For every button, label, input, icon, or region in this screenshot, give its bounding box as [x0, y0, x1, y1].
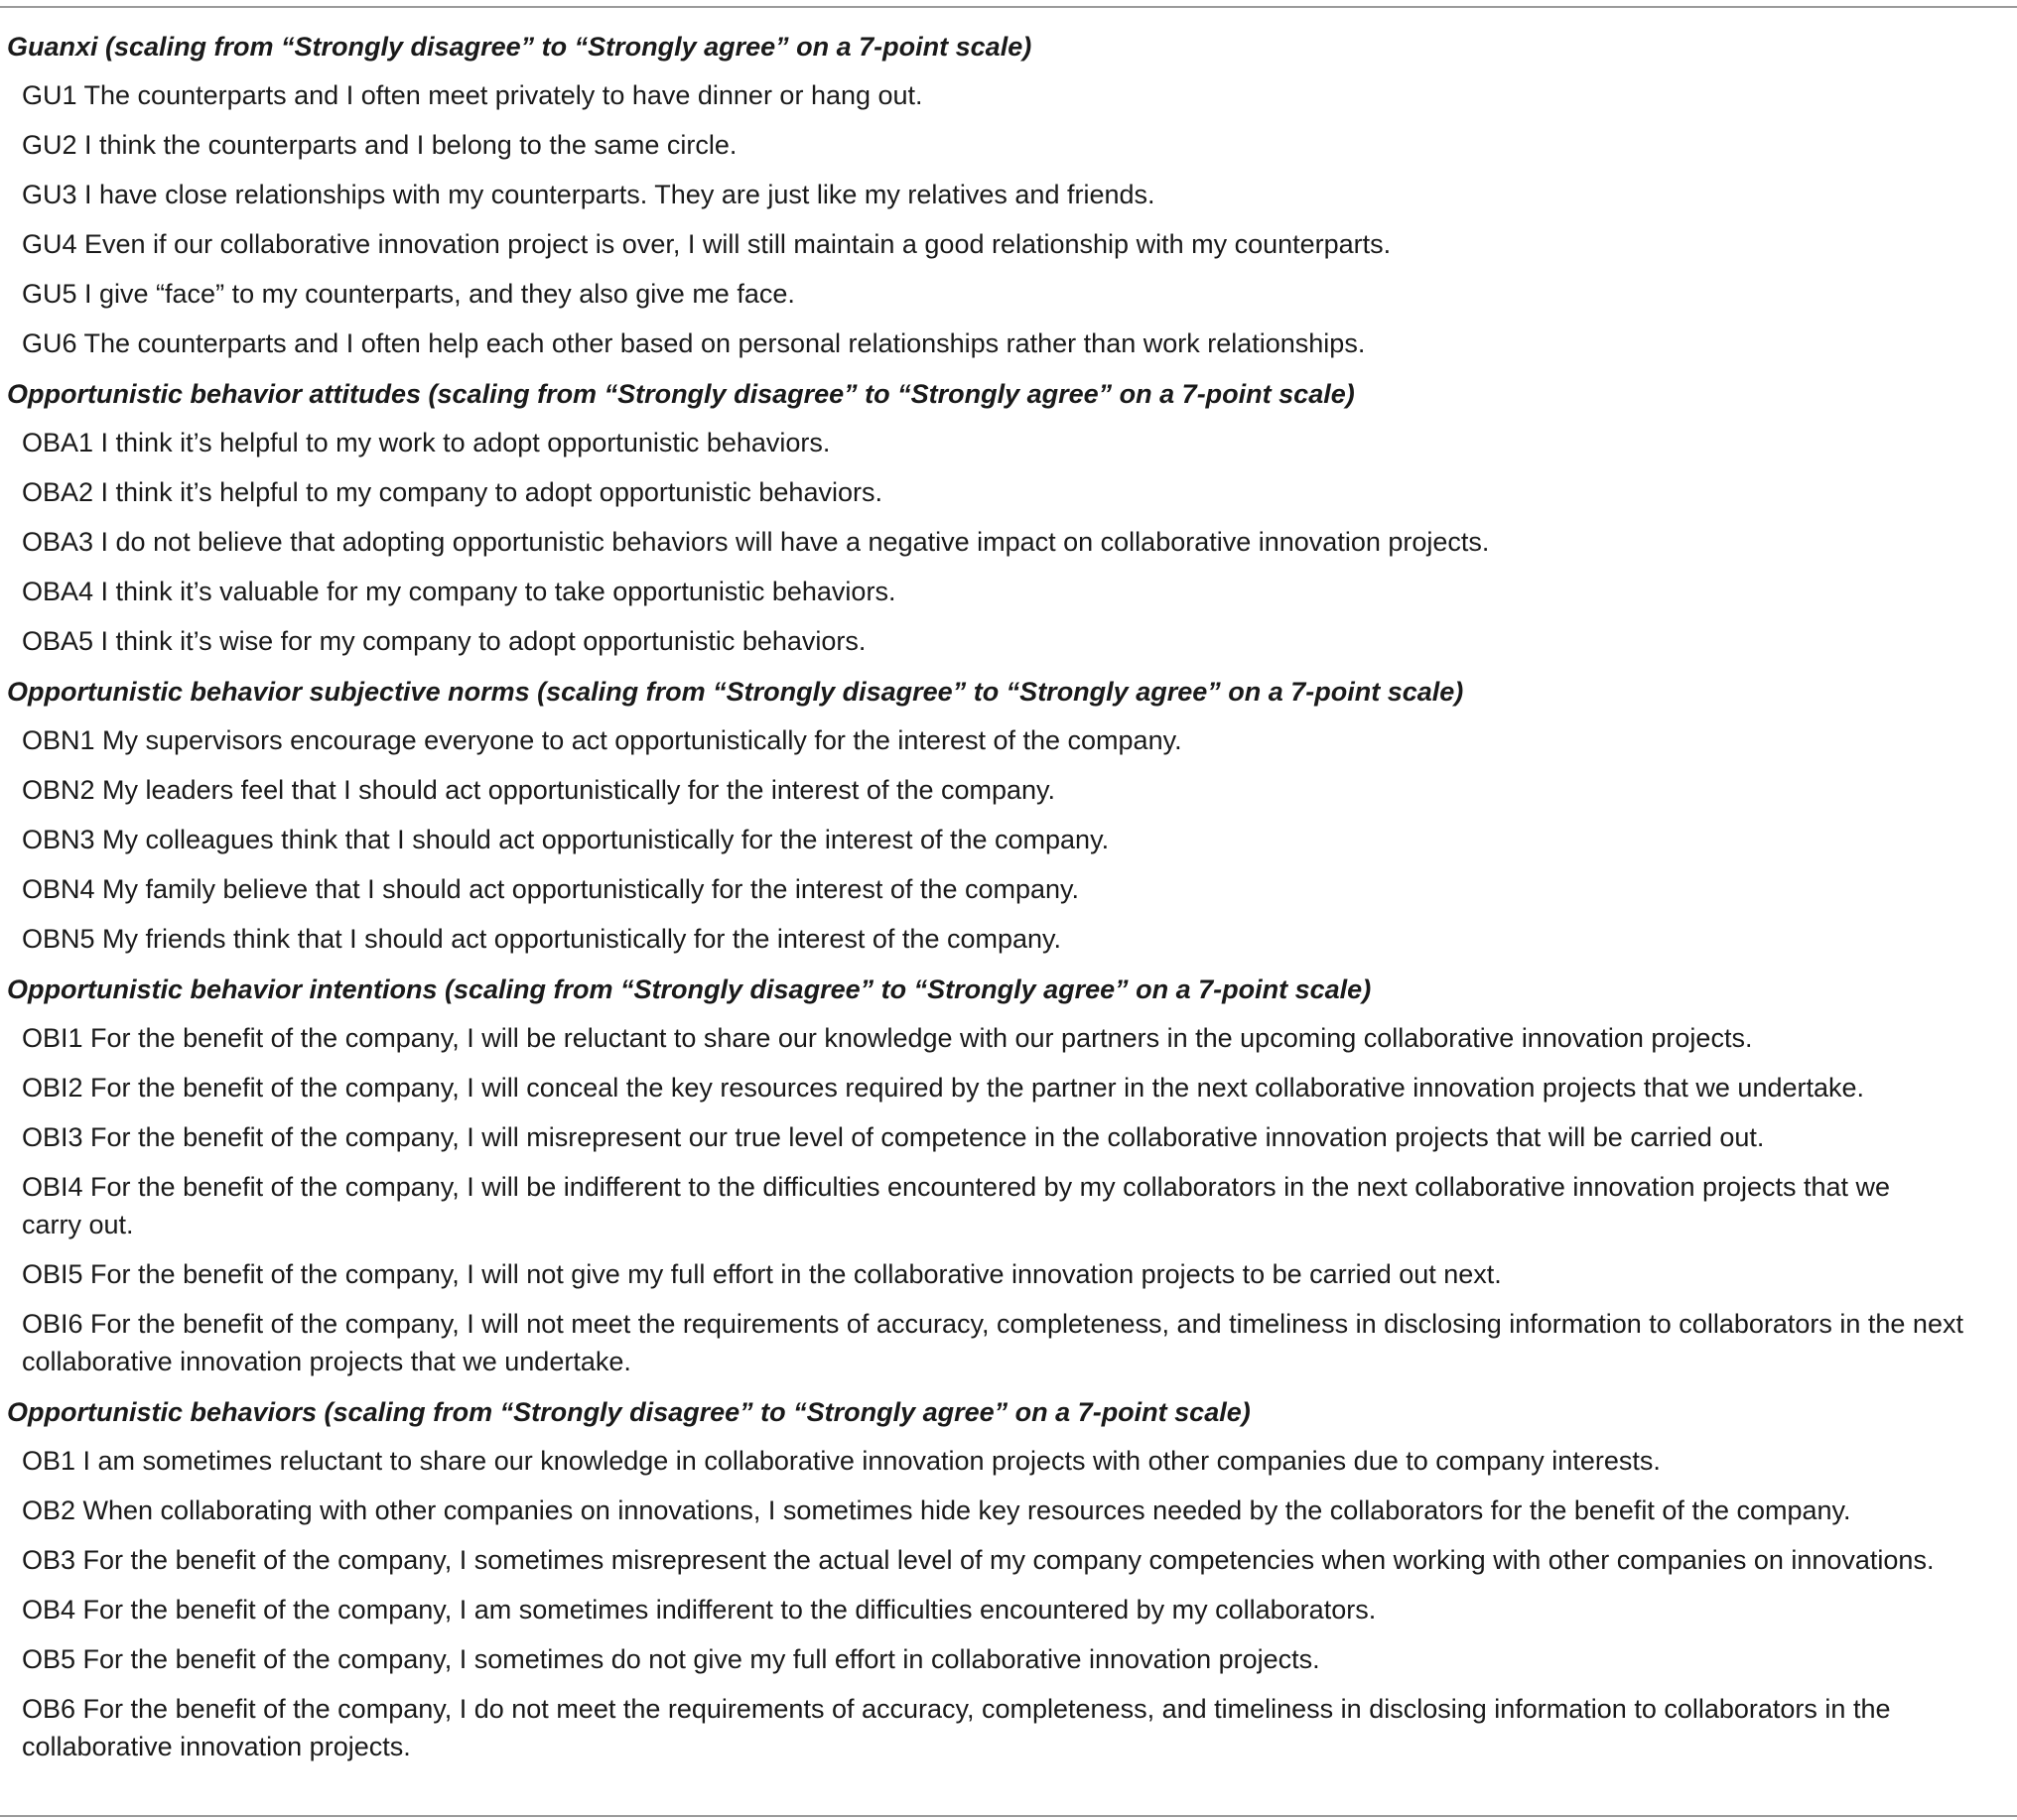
- section-header-guanxi: Guanxi (scaling from “Strongly disagree” to “Strongly agree” on a 7-point scale): [7, 32, 1032, 62]
- item-gu4: GU4 Even if our collaborative innovation project is over, I will still maintain a good relationship with my counterparts.: [22, 229, 1392, 259]
- item-oba3: OBA3 I do not believe that adopting opportunistic behaviors will have a negative impact on collaborative innovation projects.: [22, 527, 1490, 557]
- item-obn1: OBN1 My supervisors encourage everyone to act opportunistically for the interest of the company.: [22, 725, 1182, 755]
- item-obi2: OBI2 For the benefit of the company, I will conceal the key resources required by the partner in the next collaborative innovation projects that we undertake.: [22, 1073, 1865, 1103]
- item-obn4: OBN4 My family believe that I should act opportunistically for the interest of the company.: [22, 874, 1080, 904]
- item-obi3: OBI3 For the benefit of the company, I will misrepresent our true level of competence in the collaborative innovation projects that will be carried out.: [22, 1122, 1765, 1152]
- item-obi1: OBI1 For the benefit of the company, I will be reluctant to share our knowledge with our partners in the upcoming collaborative innovation projects.: [22, 1023, 1753, 1053]
- section-header-attitudes: Opportunistic behavior attitudes (scaling from “Strongly disagree” to “Strongly agree” on a 7-point scale): [7, 379, 1355, 409]
- section-header-behaviors: Opportunistic behaviors (scaling from “Strongly disagree” to “Strongly agree” on a 7-point scale): [7, 1397, 1251, 1427]
- item-gu5: GU5 I give “face” to my counterparts, and they also give me face.: [22, 279, 795, 309]
- item-gu1: GU1 The counterparts and I often meet privately to have dinner or hang out.: [22, 80, 923, 110]
- item-obi6: OBI6 For the benefit of the company, I will not meet the requirements of accuracy, completeness, and timeliness in disclosing information to collaborators in the next collaborative innovation projects that we undertake.: [22, 1309, 1963, 1376]
- item-ob1: OB1 I am sometimes reluctant to share our knowledge in collaborative innovation projects with other companies due to company interests.: [22, 1446, 1661, 1476]
- item-obi4: OBI4 For the benefit of the company, I will be indifferent to the difficulties encountered by my collaborators in the next collaborative innovation projects that we carry out.: [22, 1172, 1891, 1239]
- item-ob6: OB6 For the benefit of the company, I do not meet the requirements of accuracy, completeness, and timeliness in disclosing information to collaborators in the collaborative innovation projects.: [22, 1694, 1891, 1761]
- item-oba4: OBA4 I think it’s valuable for my company to take opportunistic behaviors.: [22, 577, 896, 606]
- item-ob5: OB5 For the benefit of the company, I sometimes do not give my full effort in collaborative innovation projects.: [22, 1644, 1320, 1674]
- item-obn3: OBN3 My colleagues think that I should act opportunistically for the interest of the company.: [22, 825, 1110, 854]
- item-obn5: OBN5 My friends think that I should act opportunistically for the interest of the company.: [22, 924, 1062, 954]
- section-header-intentions: Opportunistic behavior intentions (scaling from “Strongly disagree” to “Strongly agree” on a 7-point scale): [7, 975, 1372, 1004]
- item-ob4: OB4 For the benefit of the company, I am sometimes indifferent to the difficulties encountered by my collaborators.: [22, 1595, 1377, 1625]
- item-gu3: GU3 I have close relationships with my counterparts. They are just like my relatives and friends.: [22, 180, 1155, 209]
- item-ob3: OB3 For the benefit of the company, I sometimes misrepresent the actual level of my company competencies when working with other companies on innovations.: [22, 1545, 1935, 1575]
- item-oba5: OBA5 I think it’s wise for my company to adopt opportunistic behaviors.: [22, 626, 867, 656]
- item-oba2: OBA2 I think it’s helpful to my company to adopt opportunistic behaviors.: [22, 477, 882, 507]
- item-gu2: GU2 I think the counterparts and I belong to the same circle.: [22, 130, 738, 160]
- bottom-rule: [0, 1815, 2017, 1817]
- item-obi5: OBI5 For the benefit of the company, I will not give my full effort in the collaborative innovation projects to be carried out next.: [22, 1259, 1502, 1289]
- measurement-items-table: [7, 22, 2010, 1772]
- item-obn2: OBN2 My leaders feel that I should act opportunistically for the interest of the company.: [22, 775, 1056, 805]
- section-header-subjective-norms: Opportunistic behavior subjective norms (scaling from “Strongly disagree” to “Strongly agree” on a 7-point scale): [7, 677, 1464, 707]
- item-ob2: OB2 When collaborating with other companies on innovations, I sometimes hide key resources needed by the collaborators for the benefit of the company.: [22, 1495, 1851, 1525]
- item-oba1: OBA1 I think it’s helpful to my work to adopt opportunistic behaviors.: [22, 428, 831, 457]
- top-rule: [0, 6, 2017, 8]
- item-gu6: GU6 The counterparts and I often help each other based on personal relationships rather than work relationships.: [22, 328, 1366, 358]
